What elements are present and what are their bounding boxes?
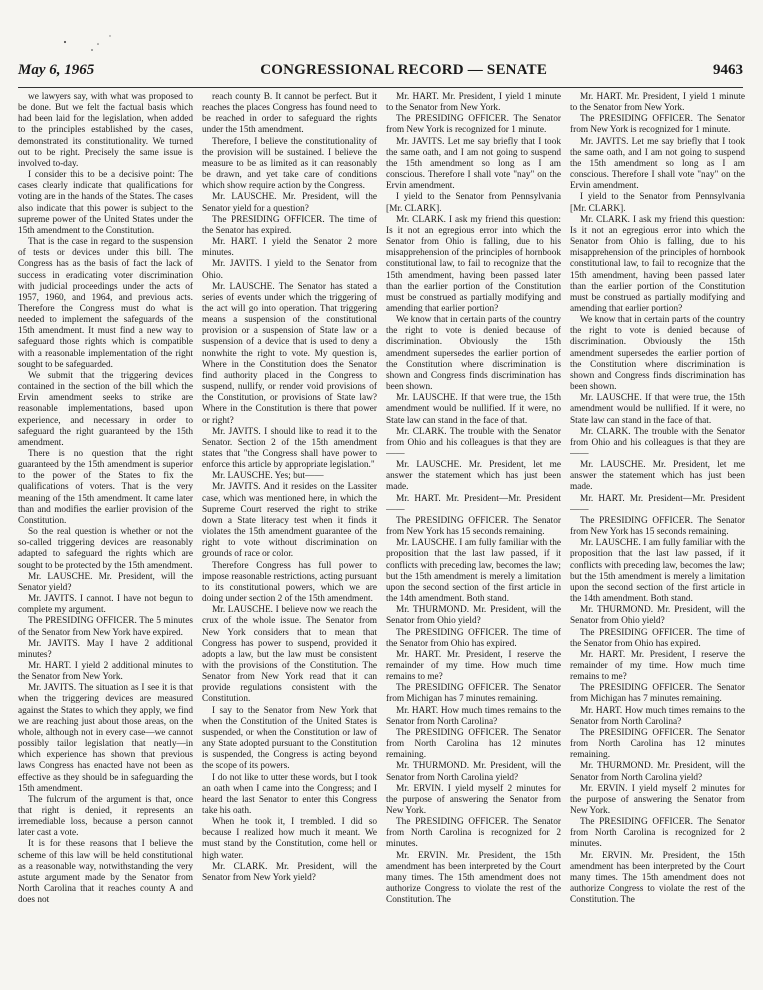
column-1 bbox=[18, 92, 193, 984]
paragraph: Mr. HART. I yield the Senator 2 more minutes. bbox=[202, 237, 377, 259]
paragraph: I consider this to be a decisive point: The cases clearly indicate that qualifications for voting are in the hands of the States. The cases also indicate that this power is subject to the supreme power of the United States under the 15th amendment to the Constitution. bbox=[18, 170, 193, 236]
paragraph: Mr. JAVITS. And it resides on the Lassiter case, which was mentioned here, in which the Supreme Court reserved the right to strike down a State literacy test when it finds it violates the 15th amendment guarantee of the right to vote without discrimination on grounds of race or color. bbox=[202, 482, 377, 560]
paragraph: Therefore Congress has full power to impose reasonable restrictions, acting pursuant to its constitutional powers, which we are doing under section 2 of the 15th amendment. bbox=[202, 560, 377, 605]
paragraph: It is for these reasons that I believe the scheme of this law will be held constitutional as a reasonable way, notwithstanding the very astute argument made by the Senator from North Carolina that it reaches county A and does not bbox=[18, 839, 193, 906]
scan-specks bbox=[40, 30, 140, 60]
paragraph: The PRESIDING OFFICER. The Senator from North Carolina has 12 minutes remaining. bbox=[386, 727, 561, 761]
paragraph: Mr. LAUSCHE. Mr. President, let me answer the statement which has just been made. bbox=[570, 460, 745, 493]
paragraph: The PRESIDING OFFICER. The Senator from Michigan has 7 minutes remaining. bbox=[386, 683, 561, 705]
paragraph: There is no question that the right guaranteed by the 15th amendment is superior to the power of the States to fix the qualifications of voters. That is the very meaning of the 15th amendment. It came later than and modifies the earlier provision of the Constitution. bbox=[18, 449, 193, 526]
paragraph: We know that in certain parts of the country the right to vote is denied because of discrimination. Obviously the 15th amendment supersedes the earlier portion of the Constitution where discrimination is shown and Congress finds discrimination has been shown. bbox=[386, 315, 561, 393]
paragraph: Mr. JAVITS. I should like to read it to the Senator. Section 2 of the 15th amendment states that "the Congress shall have power to enforce this article by appropriate legislation." bbox=[202, 426, 377, 471]
paragraph: Mr. THURMOND. Mr. President, will the Senator from Ohio yield? bbox=[386, 605, 561, 627]
paragraph: Mr. JAVITS. Let me say briefly that I took the same oath, and I am not going to suspend the 15th amendment so long as I am conscious. Therefore I shall vote "nay" on the Ervin amendment. bbox=[570, 136, 745, 192]
paragraph: Mr. HART. Mr. President, I yield 1 minute to the Senator from New York. bbox=[386, 92, 561, 114]
paragraph: Mr. HART. Mr. President—Mr. President—— bbox=[386, 493, 561, 515]
paragraph: Mr. ERVIN. I yield myself 2 minutes for the purpose of answering the Senator from New York. bbox=[570, 783, 745, 816]
page-number: 9463 bbox=[713, 62, 743, 78]
paragraph: Mr. HART. Mr. President—Mr. President—— bbox=[570, 493, 745, 515]
paragraph: That is the case in regard to the suspension of tests or devices under this bill. The Congress has as the basis of fact the lack of success in eradicating voter discrimination with judicial proceedings under the acts of 1957, 1960, and 1964, and previous acts. Therefore the Congress must do what is needed to implement the safeguards of the 15th amendment. It must find a new way to safeguard those rights which is compatible with a reasonable implementation of the right sought to be safeguarded. bbox=[18, 237, 193, 370]
paragraph: The PRESIDING OFFICER. The Senator from New York is recognized for 1 minute. bbox=[386, 114, 561, 136]
paragraph: Mr. LAUSCHE. The Senator has stated a series of events under which the triggering of the act will go into operation. That triggering means a suspension of the constitutional provision or a suspension of State law or a suspension of a device that is used to deny a nonwhite the right to vote. My question is, Where in the Constitution does the Senator find authority placed in the Congress to suspend, nullify, or render void provisions of the Constitution, or provisions of State law? Where in the Constitution is there that power or right? bbox=[202, 281, 377, 426]
paragraph: Mr. JAVITS. May I have 2 additional minutes? bbox=[18, 638, 193, 660]
paragraph: Mr. HART. Mr. President, I yield 1 minute to the Senator from New York. bbox=[570, 92, 745, 114]
paragraph: I do not like to utter these words, but I took an oath when I came into the Congress; and I heard the last Senator to enter this Congress take his oath. bbox=[202, 772, 377, 816]
paragraph: Mr. LAUSCHE. Yes; but—— bbox=[212, 471, 324, 482]
paragraph: I yield to the Senator from Pennsylvania [Mr. CLARK]. bbox=[386, 192, 561, 214]
paragraph: The PRESIDING OFFICER. The time of the Senator from Ohio has expired. bbox=[570, 627, 745, 649]
paragraph: Mr. CLARK. The trouble with the Senator from Ohio and his colleagues is that they are—— bbox=[386, 426, 561, 459]
paragraph: I yield to the Senator from Pennsylvania [Mr. CLARK]. bbox=[570, 192, 745, 214]
paragraph: The PRESIDING OFFICER. The 5 minutes of the Senator from New York have expired. bbox=[18, 616, 193, 638]
paragraph: Mr. THURMOND. Mr. President, will the Senator from North Carolina yield? bbox=[570, 761, 745, 783]
paragraph: The PRESIDING OFFICER. The Senator from New York has 15 seconds remaining. bbox=[386, 515, 561, 538]
paragraph: When he took it, I trembled. I did so because I realized how much it meant. We must stand by the Constitution, come hell or high water. bbox=[202, 817, 377, 861]
paragraph: Mr. CLARK. I ask my friend this question: Is it not an egregious error into which the Senator from Ohio is falling, due to his misapprehension of the principles of hornbook constitutional law, to fail to recognize that the 15th amendment, having been passed later than the earlier portion of the Constitution must be construed as partially modifying and amending that earlier portion? bbox=[386, 214, 561, 314]
paragraph: Mr. LAUSCHE. Mr. President, let me answer the statement which has just been made. bbox=[386, 460, 561, 493]
paragraph: Mr. JAVITS. The situation as I see it is that when the triggering devices are measured against the States to which they apply, we find we are reaching just about those areas, on the whole, although not in every case—we cannot possibly tailor legislation that neatly—in which experience has shown that previous laws Congress has enacted have not been as effective as they should be in safeguarding the 15th amendment. bbox=[18, 683, 193, 794]
paragraph: The fulcrum of the argument is that, once that right is denied, it represents an irremediable loss, because a person cannot later cast a vote. bbox=[18, 794, 193, 839]
paragraph: we lawyers say, with what was proposed to be done. But we felt the factual basis which had been laid for the legislation, when added to the principles established by the cases, demonstrated its constitutionality. We turned out to be right. Precisely the same issue is involved to-day. bbox=[18, 92, 193, 169]
paragraph: Mr. LAUSCHE. I believe now we reach the crux of the whole issue. The Senator from New York considers that to mean that Congress has power to suspend, provided it adopts a law, but the law must be consistent with the provisions of the Constitution. The Senator from New York read that it can provide regulations consistent with the Constitution. bbox=[202, 605, 377, 705]
text-columns bbox=[18, 92, 745, 984]
paragraph: Mr. LAUSCHE. I am fully familiar with the proposition that the last law passed, if it conflicts with preceding law, becomes the law; but the 15th amendment is merely a limitation upon the second section of the first article in the 14th amendment. Both stand. bbox=[386, 538, 561, 605]
paragraph: Mr. LAUSCHE. Mr. President, will the Senator yield? bbox=[18, 571, 193, 593]
column-2 bbox=[202, 92, 377, 984]
paragraph: Mr. THURMOND. Mr. President, will the Senator from North Carolina yield? bbox=[386, 761, 561, 783]
paragraph: Mr. LAUSCHE. I am fully familiar with the proposition that the last law passed, if it conflicts with preceding law, becomes the law; but the 15th amendment is merely a limitation upon the second section of the first article in the 14th amendment. Both stand. bbox=[570, 538, 745, 605]
paragraph: The PRESIDING OFFICER. The Senator from North Carolina has 12 minutes remaining. bbox=[570, 727, 745, 761]
paragraph: So the real question is whether or not the so-called triggering devices are reasonably adapted to safeguard the rights which are sought to be protected by the 15th amendment. bbox=[18, 527, 193, 571]
paragraph: Mr. HART. How much times remains to the Senator from North Carolina? bbox=[386, 705, 561, 727]
paragraph: Mr. CLARK. I ask my friend this question: Is it not an egregious error into which the Senator from Ohio is falling, due to his misapprehension of the principles of hornbook constitutional law, to fail to recognize that the 15th amendment, having been passed later than the earlier portion of the Constitution must be construed as partially modifying and amending that earlier portion? bbox=[570, 214, 745, 314]
paragraph: Mr. LAUSCHE. Mr. President, will the Senator yield for a question? bbox=[202, 192, 377, 214]
paragraph: Mr. ERVIN. Mr. President, the 15th amendment has been interpreted by the Court many times. The 15th amendment does not authorize Congress to violate the rest of the Constitution. The bbox=[386, 850, 561, 906]
paragraph: Mr. JAVITS. I cannot. I have not begun to complete my argument. bbox=[18, 594, 193, 616]
header-rule bbox=[18, 87, 743, 88]
paragraph: Mr. JAVITS. I yield to the Senator from Ohio. bbox=[202, 259, 377, 281]
paragraph: Mr. HART. Mr. President, I reserve the remainder of my time. How much time remains to me? bbox=[386, 649, 561, 683]
paragraph: Mr. THURMOND. Mr. President, will the Senator from Ohio yield? bbox=[570, 605, 745, 627]
paragraph: Mr. CLARK. Mr. President, will the Senator from New York yield? bbox=[202, 861, 377, 883]
paragraph: Mr. HART. How much times remains to the Senator from North Carolina? bbox=[570, 705, 745, 727]
paragraph: Mr. HART. Mr. President, I reserve the remainder of my time. How much time remains to me? bbox=[570, 649, 745, 683]
paragraph: The PRESIDING OFFICER. The Senator from North Carolina is recognized for 2 minutes. bbox=[570, 817, 745, 850]
paragraph: The PRESIDING OFFICER. The Senator from New York has 15 seconds remaining. bbox=[570, 515, 745, 538]
paragraph: The PRESIDING OFFICER. The time of the Senator from Ohio has expired. bbox=[386, 627, 561, 649]
paragraph: I say to the Senator from New York that when the Constitution of the United States is suspended, or when the Constitution or law of any State adopted pursuant to the Constitution is suspended, the Congress is acting beyond the scope of its powers. bbox=[202, 705, 377, 772]
column-4 bbox=[570, 92, 745, 984]
header-date: May 6, 1965 bbox=[18, 62, 95, 78]
paragraph: Mr. ERVIN. Mr. President, the 15th amendment has been interpreted by the Court many times. The 15th amendment does not authorize Congress to violate the rest of the Constitution. The bbox=[570, 850, 745, 906]
paragraph: Mr. LAUSCHE. If that were true, the 15th amendment would be nullified. If it were, no State law can stand in the face of that. bbox=[386, 393, 561, 426]
paragraph: Mr. CLARK. The trouble with the Senator from Ohio and his colleagues is that they are—— bbox=[570, 426, 745, 459]
paragraph: Mr. LAUSCHE. If that were true, the 15th amendment would be nullified. If it were, no State law can stand in the face of that. bbox=[570, 393, 745, 426]
column-3 bbox=[386, 92, 561, 984]
paragraph: We submit that the triggering devices contained in the section of the bill which the Ervin amendment seeks to strike are reasonable implementations, based upon experience, and necessary in order to safeguard the right guaranteed by the 15th amendment. bbox=[18, 370, 193, 448]
paragraph: The PRESIDING OFFICER. The time of the Senator has expired. bbox=[202, 214, 377, 236]
paragraph: The PRESIDING OFFICER. The Senator from New York is recognized for 1 minute. bbox=[570, 114, 745, 136]
paragraph: Therefore, I believe the constitutionality of the provision will be sustained. I believe the measure to be as limited as it can reasonably be drawn, and yet take care of conditions which show require action by the Congress. bbox=[202, 136, 377, 192]
paragraph: reach county B. It cannot be perfect. But it reaches the places Congress has found need to be reached in order to safeguard the rights under the 15th amendment. bbox=[202, 92, 377, 136]
paragraph: Mr. ERVIN. I yield myself 2 minutes for the purpose of answering the Senator from New York. bbox=[386, 783, 561, 816]
paragraph: The PRESIDING OFFICER. The Senator from Michigan has 7 minutes remaining. bbox=[570, 683, 745, 705]
header-title: CONGRESSIONAL RECORD — SENATE bbox=[260, 62, 548, 78]
page-header bbox=[18, 62, 743, 86]
paragraph: The PRESIDING OFFICER. The Senator from North Carolina is recognized for 2 minutes. bbox=[386, 817, 561, 850]
paragraph: Mr. JAVITS. Let me say briefly that I took the same oath, and I am not going to suspend the 15th amendment so long as I am conscious. Therefore I shall vote "nay" on the Ervin amendment. bbox=[386, 136, 561, 192]
paragraph: Mr. HART. I yield 2 additional minutes to the Senator from New York. bbox=[18, 660, 193, 683]
paragraph: We know that in certain parts of the country the right to vote is denied because of discrimination. Obviously the 15th amendment supersedes the earlier portion of the Constitution where discrimination is shown and Congress finds discrimination has been shown. bbox=[570, 315, 745, 393]
